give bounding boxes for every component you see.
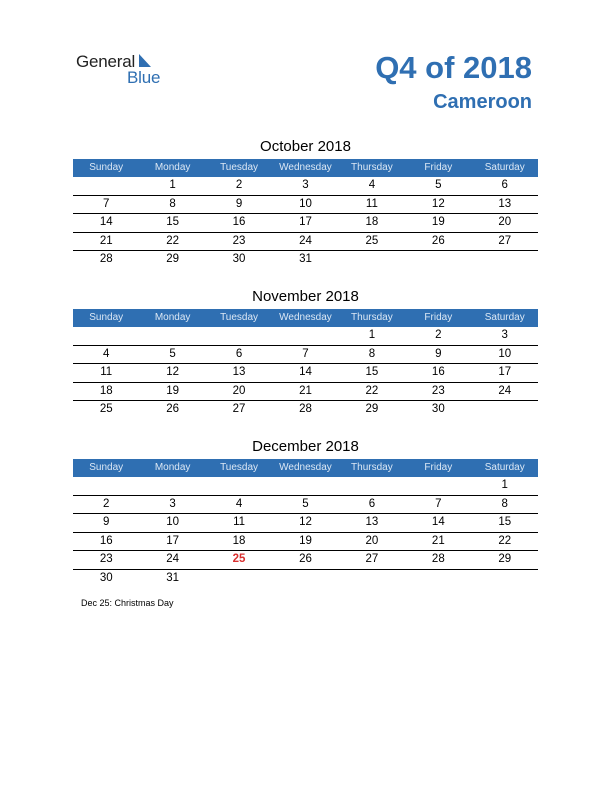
month-october	[73, 137, 538, 269]
day-cell: 16	[431, 366, 445, 378]
weekday-label: Friday	[424, 162, 453, 173]
day-cell: 28	[99, 253, 113, 265]
week-row	[73, 477, 538, 496]
day-cell: 17	[498, 366, 512, 378]
day-cell: 29	[166, 253, 180, 265]
generalblue-logo	[76, 52, 176, 88]
day-cell: 2	[235, 179, 243, 191]
day-cell: 13	[498, 197, 512, 210]
day-cell: 26	[166, 403, 180, 415]
weekday-label: Tuesday	[220, 312, 259, 323]
weekday-label: Thursday	[351, 312, 393, 323]
day-cell: 1	[169, 179, 176, 191]
day-cell: 29	[365, 403, 379, 415]
day-cell: 30	[431, 403, 445, 415]
day-cell: 10	[498, 347, 512, 360]
day-cell: 30	[99, 571, 113, 584]
day-cell	[73, 327, 139, 345]
week-row	[73, 327, 538, 346]
day-cell: 19	[431, 216, 445, 228]
day-cell: 3	[501, 329, 508, 341]
day-cell: 18	[365, 216, 379, 228]
day-cell: 23	[232, 234, 246, 247]
day-cell: 4	[103, 347, 110, 360]
day-cell: 6	[368, 497, 376, 510]
day-cell	[339, 570, 405, 588]
day-cell: 1	[501, 479, 508, 491]
day-cell: 12	[166, 366, 180, 378]
day-cell: 15	[365, 366, 379, 378]
day-cell: 6	[235, 347, 243, 360]
day-cell: 7	[435, 497, 442, 510]
day-cell	[73, 477, 139, 495]
day-cell: 20	[232, 384, 246, 397]
day-cell: 8	[501, 497, 508, 510]
day-cell: 23	[431, 384, 445, 397]
weekday-label: Saturday	[484, 162, 525, 173]
weekday-label: Friday	[424, 462, 453, 473]
day-cell: 6	[501, 179, 508, 191]
week-row	[73, 383, 538, 402]
day-cell: 16	[232, 216, 246, 228]
weekday-label: Thursday	[351, 162, 393, 173]
day-cell	[339, 251, 405, 269]
day-cell: 11	[233, 516, 246, 528]
day-cell	[139, 327, 205, 345]
day-cell: 13	[365, 516, 379, 528]
day-cell	[405, 570, 471, 588]
day-cell: 27	[232, 403, 246, 415]
day-cell: 18	[232, 534, 246, 547]
weekday-label: Sunday	[89, 162, 124, 173]
month-title: November 2018	[252, 288, 359, 305]
weekday-label: Tuesday	[220, 462, 259, 473]
day-cell: 27	[365, 553, 379, 565]
holiday-day-cell: 25	[232, 553, 246, 565]
day-cell: 1	[368, 329, 376, 341]
day-cell: 9	[435, 347, 442, 360]
day-cell	[472, 401, 538, 419]
day-cell	[206, 477, 272, 495]
week-row	[73, 551, 538, 570]
day-cell: 20	[498, 216, 512, 228]
day-cell	[139, 477, 205, 495]
day-cell: 9	[103, 516, 110, 528]
day-cell: 28	[431, 553, 445, 565]
weekday-label: Monday	[154, 312, 191, 323]
day-cell: 27	[498, 234, 512, 247]
day-cell: 21	[431, 534, 445, 547]
day-cell	[206, 570, 272, 588]
day-cell: 16	[99, 534, 113, 547]
weekday-label: Saturday	[484, 312, 525, 323]
day-cell: 14	[99, 216, 113, 228]
day-cell: 31	[166, 571, 180, 584]
weekday-label: Wednesday	[279, 462, 332, 473]
week-row	[73, 514, 538, 533]
day-cell: 11	[365, 197, 378, 210]
weekday-label: Saturday	[484, 462, 525, 473]
day-cell: 3	[169, 497, 176, 510]
logo-text-general: General	[76, 52, 136, 71]
day-cell: 2	[103, 497, 110, 510]
week-row	[73, 401, 538, 419]
weekday-label: Thursday	[351, 462, 393, 473]
day-cell: 9	[235, 197, 243, 210]
month-title: October 2018	[260, 138, 351, 155]
logo-flag-icon	[139, 54, 151, 67]
logo-text-blue: Blue	[127, 68, 161, 87]
day-cell: 4	[368, 179, 376, 191]
month-november	[73, 287, 538, 419]
month-december	[73, 437, 538, 587]
day-cell: 7	[302, 347, 309, 360]
day-cell: 8	[368, 347, 376, 360]
day-cell: 21	[99, 234, 113, 247]
day-cell: 10	[299, 197, 312, 210]
day-cell	[73, 177, 139, 195]
month-title: December 2018	[252, 438, 359, 455]
day-cell	[339, 477, 405, 495]
day-cell: 13	[232, 366, 246, 378]
day-cell: 15	[498, 516, 512, 528]
week-row	[73, 233, 538, 252]
day-cell: 14	[431, 516, 445, 528]
day-cell: 18	[99, 384, 113, 397]
day-cell: 10	[166, 516, 180, 528]
day-cell: 12	[299, 516, 312, 528]
day-cell: 7	[103, 197, 110, 210]
weekday-label: Friday	[424, 312, 453, 323]
week-row	[73, 496, 538, 515]
day-cell: 11	[100, 366, 113, 378]
day-cell: 19	[166, 384, 180, 397]
week-row	[73, 364, 538, 383]
day-cell: 17	[166, 534, 180, 547]
day-cell: 15	[166, 216, 180, 228]
day-cell: 20	[365, 534, 379, 547]
day-cell: 26	[299, 553, 312, 565]
day-cell: 2	[435, 329, 442, 341]
day-cell: 23	[99, 553, 113, 565]
weekday-label: Sunday	[89, 462, 124, 473]
day-cell	[405, 251, 471, 269]
day-cell: 24	[166, 553, 180, 565]
day-cell: 22	[365, 384, 379, 397]
week-row	[73, 346, 538, 365]
holiday-note: Dec 25: Christmas Day	[81, 598, 174, 608]
day-cell: 5	[302, 497, 309, 510]
week-row	[73, 251, 538, 269]
day-cell: 14	[299, 366, 312, 378]
day-cell: 24	[299, 234, 312, 247]
day-cell: 12	[431, 197, 445, 210]
day-cell: 25	[365, 234, 379, 247]
weekday-label: Wednesday	[279, 312, 332, 323]
day-cell: 19	[299, 534, 312, 547]
weekday-header	[73, 309, 538, 327]
weekday-label: Sunday	[89, 312, 124, 323]
day-cell	[405, 477, 471, 495]
weekday-header	[73, 159, 538, 177]
day-cell: 5	[169, 347, 176, 360]
day-cell: 5	[435, 179, 442, 191]
week-row	[73, 177, 538, 196]
day-cell: 3	[302, 179, 309, 191]
day-cell: 31	[299, 253, 312, 265]
weekday-label: Tuesday	[220, 162, 259, 173]
week-row	[73, 533, 538, 552]
day-cell	[472, 251, 538, 269]
day-cell: 24	[498, 384, 512, 397]
day-cell: 4	[235, 497, 243, 510]
day-cell: 21	[299, 384, 312, 397]
day-cell: 29	[498, 553, 512, 565]
weekday-label: Monday	[154, 462, 191, 473]
day-cell	[206, 327, 272, 345]
week-row	[73, 196, 538, 215]
weekday-header	[73, 459, 538, 477]
day-cell	[272, 327, 338, 345]
day-cell: 26	[431, 234, 445, 247]
day-cell: 22	[498, 534, 512, 547]
day-cell: 8	[169, 197, 176, 210]
day-cell: 28	[299, 403, 312, 415]
week-row	[73, 570, 538, 588]
day-cell: 17	[299, 216, 312, 228]
day-cell: 22	[166, 234, 180, 247]
day-cell	[272, 570, 338, 588]
weekday-label: Monday	[154, 162, 191, 173]
day-cell: 30	[232, 253, 246, 265]
country-subtitle: Cameroon	[433, 91, 532, 113]
day-cell	[272, 477, 338, 495]
week-row	[73, 214, 538, 233]
page-title: Q4 of 2018	[375, 50, 532, 85]
weekday-label: Wednesday	[279, 162, 332, 173]
day-cell: 25	[99, 403, 113, 415]
day-cell	[472, 570, 538, 588]
